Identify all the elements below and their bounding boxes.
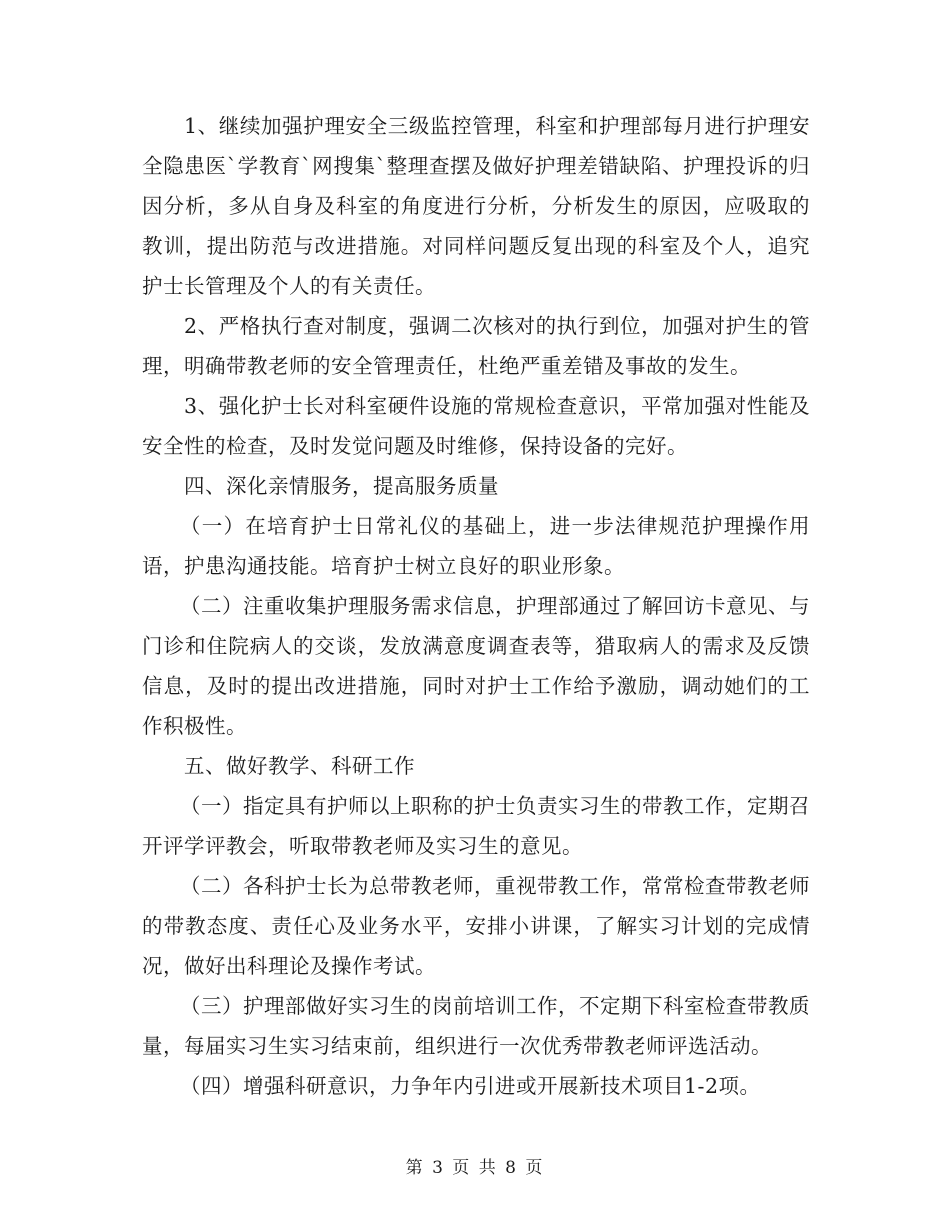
paragraph-safety-monitoring: 1、继续加强护理安全三级监控管理，科室和护理部每月进行护理安全隐患医`学教育`网搜集`整理查摆及做好护理差错缺陷、护理投诉的归因分析，多从自身及科室的角度进行分析，分析发生的原因，应吸取的教训，提出防范与改进措施。对同样问题反复出现的科室及个人，追究护士长管理及个人的有关责任。 [142,114,810,298]
section-heading-service-quality: 四、深化亲情服务，提高服务质量 [184,474,499,498]
paragraph-pre-job-training: （三）护理部做好实习生的岗前培训工作，不定期下科室检查带教质量，每届实习生实习结束前，组织进行一次优秀带教老师评选活动。 [142,994,810,1058]
paragraph-verification-system: 2、严格执行查对制度，强调二次核对的执行到位，加强对护生的管理，明确带教老师的安全管理责任，杜绝严重差错及事故的发生。 [142,314,810,378]
paragraph-service-feedback: （二）注重收集护理服务需求信息，护理部通过了解回访卡意见、与门诊和住院病人的交谈，发放满意度调查表等，猎取病人的需求及反馈信息，及时的提出改进措施，同时对护士工作给予激励，调动她们的工作积极性。 [142,594,810,738]
paragraph-research-awareness: （四）增强科研意识，力争年内引进或开展新技术项目1-2项。 [180,1074,761,1098]
paragraph-head-nurse-teaching: （二）各科护士长为总带教老师，重视带教工作，常常检查带教老师的带教态度、责任心及业务水平，安排小讲课，了解实习计划的完成情况，做好出科理论及操作考试。 [142,874,810,978]
document-body [142,106,810,1106]
section-heading-teaching-research: 五、做好教学、科研工作 [184,754,415,778]
paragraph-etiquette-training: （一）在培育护士日常礼仪的基础上，进一步法律规范护理操作用语，护患沟通技能。培育护士树立良好的职业形象。 [142,514,810,578]
paragraph-equipment-inspection: 3、强化护士长对科室硬件设施的常规检查意识，平常加强对性能及安全性的检查，及时发觉问题及时维修，保持设备的完好。 [142,394,810,458]
paragraph-intern-supervision: （一）指定具有护师以上职称的护士负责实习生的带教工作，定期召开评学评教会，听取带教老师及实习生的意见。 [142,794,810,858]
page-number-footer: 第 3 页 共 8 页 [405,1158,545,1178]
